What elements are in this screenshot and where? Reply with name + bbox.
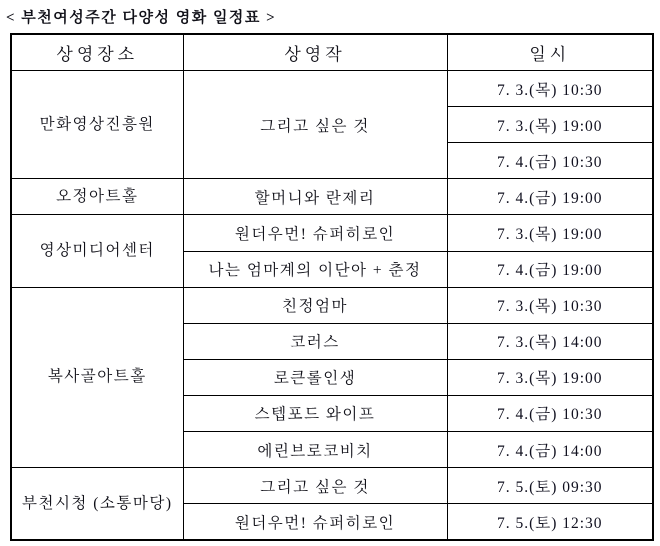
- film-cell: 원더우먼! 슈퍼히로인: [183, 504, 447, 540]
- showtime-cell: 7. 3.(목) 19:00: [447, 215, 653, 251]
- page-title: < 부천여성주간 다양성 영화 일정표 >: [6, 10, 277, 26]
- table-header-row: [11, 34, 653, 71]
- table-row: [11, 468, 653, 504]
- showtime-cell: 7. 3.(목) 19:00: [447, 107, 653, 143]
- column-header-location: 상영장소: [11, 34, 183, 71]
- showtime-cell: 7. 4.(금) 10:30: [447, 143, 653, 179]
- showtime-cell: 7. 4.(금) 14:00: [447, 432, 653, 468]
- showtime-cell: 7. 4.(금) 19:00: [447, 251, 653, 287]
- film-cell: 스텝포드 와이프: [183, 395, 447, 431]
- location-cell: 복사골아트홀: [11, 287, 183, 467]
- film-cell: 그리고 싶은 것: [183, 468, 447, 504]
- location-cell: 부천시청 (소통마당): [11, 468, 183, 540]
- film-cell: 나는 엄마계의 이단아 + 춘정: [183, 251, 447, 287]
- showtime-cell: 7. 3.(목) 19:00: [447, 359, 653, 395]
- schedule-table: [10, 33, 654, 541]
- film-cell: 친정엄마: [183, 287, 447, 323]
- showtime-cell: 7. 3.(목) 10:30: [447, 71, 653, 107]
- showtime-cell: 7. 3.(목) 14:00: [447, 323, 653, 359]
- location-cell: 영상미디어센터: [11, 215, 183, 287]
- column-header-film: 상영작: [183, 34, 447, 71]
- location-cell: 오정아트홀: [11, 179, 183, 215]
- table-row: [11, 287, 653, 323]
- film-cell: 로큰롤인생: [183, 359, 447, 395]
- table-row: [11, 215, 653, 251]
- film-cell: 에린브로코비치: [183, 432, 447, 468]
- film-cell: 원더우먼! 슈퍼히로인: [183, 215, 447, 251]
- film-cell: 그리고 싶은 것: [183, 71, 447, 179]
- table-row: [11, 179, 653, 215]
- showtime-cell: 7. 5.(토) 09:30: [447, 468, 653, 504]
- showtime-cell: 7. 4.(금) 19:00: [447, 179, 653, 215]
- film-cell: 코러스: [183, 323, 447, 359]
- showtime-cell: 7. 5.(토) 12:30: [447, 504, 653, 540]
- table-row: [11, 71, 653, 107]
- column-header-datetime: 일시: [447, 34, 653, 71]
- showtime-cell: 7. 3.(목) 10:30: [447, 287, 653, 323]
- showtime-cell: 7. 4.(금) 10:30: [447, 395, 653, 431]
- location-cell: 만화영상진흥원: [11, 71, 183, 179]
- film-cell: 할머니와 란제리: [183, 179, 447, 215]
